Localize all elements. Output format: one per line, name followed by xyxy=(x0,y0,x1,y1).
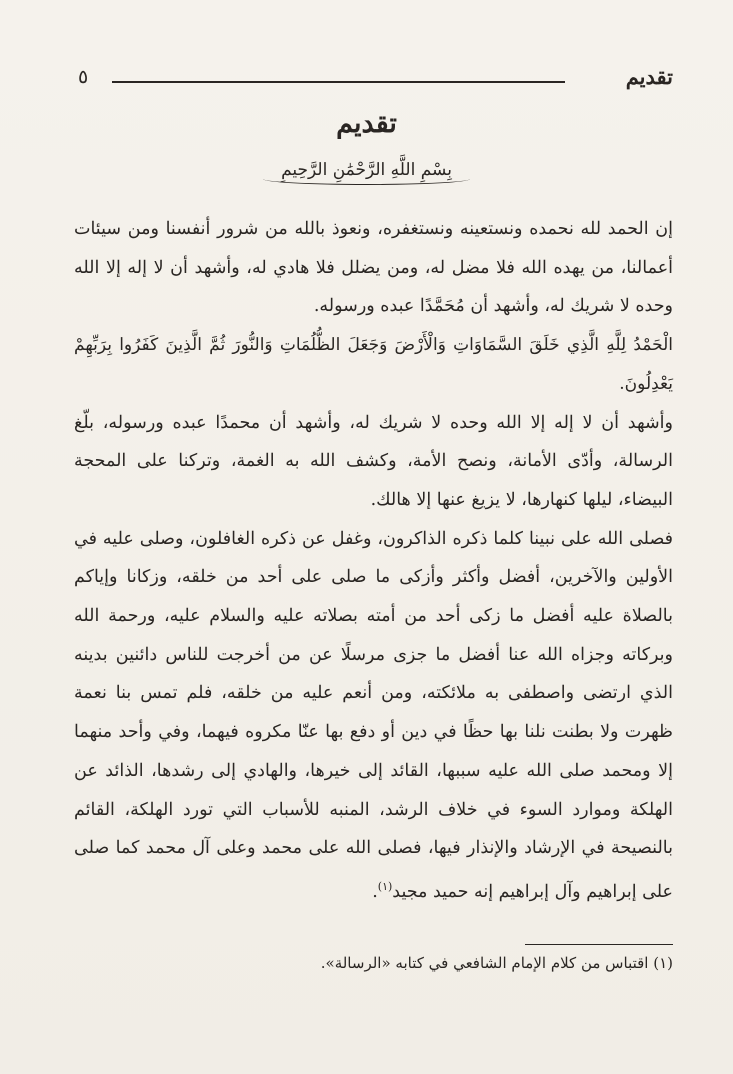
chapter-title: تقديم xyxy=(336,108,397,139)
paragraph-salawat-text: فصلى الله على نبينا كلما ذكره الذاكرون، وغفل عن ذكره الغافلون، وصلى عليه في الأولين والآخرين، أفضل وأكثر وأزكى ما صلى على أحد من خلقه، وزكانا وإياكم بالصلاة عليه أفضل ما زكى أحد من أمته بصلاته عليه والسلام عليه، ورحمة الله وبركاته وجزاه الله عنا أفضل ما جزى مرسلًا عن من أخرجت للناس دائنين بدينه الذي ارتضى واصطفى به ملائكته، ومن أنعم عليه من خلقه، فلم تمس بنا نعمة ظهرت ولا بطنت نلنا بها حظًا في دين أو دفع بها عنّا مكروه فيهما، وفي وأحد منهما إلا ومحمد صلى الله عليه سببها، القائد إلى خيرها، والهادي إلى رشدها، الذائد عن الهلكة وموارد السوء في خلاف الرشد، المنبه للأسباب التي تورد الهلكة، القائم بالنصيحة في الإرشاد والإنذار فيها، فصلى الله على محمد وعلى آل محمد كما صلى على إبراهيم وآل إبراهيم إنه حميد مجيد xyxy=(74,528,673,902)
page-number: ٥ xyxy=(78,66,89,88)
footnote: (١) اقتباس من كلام الإمام الشافعي في كتابه «الرسالة». xyxy=(320,954,673,972)
running-title: تقديم xyxy=(625,64,673,89)
header-rule xyxy=(112,81,565,83)
running-header xyxy=(78,62,673,96)
footnote-marker: (١) xyxy=(377,879,393,893)
footnote-rule xyxy=(525,944,673,945)
paragraph-shahada: وأشهد أن لا إله إلا الله وحده لا شريك له، وأشهد أن محمدًا عبده ورسوله، بلّغ الرسالة، وأدّى الأمانة، ونصح الأمة، وكشف الله به الغمة، وتركنا على المحجة البيضاء، ليلها كنهارها، لا يزيغ عنها إلا هالك. xyxy=(74,412,673,510)
body-text xyxy=(74,210,673,911)
basmala-ornament xyxy=(0,156,733,185)
basmala-text: بِسْمِ اللَّهِ الرَّحْمَٰنِ الرَّحِيمِ xyxy=(263,156,470,185)
paragraph-salawat: فصلى الله على نبينا كلما ذكره الذاكرون، وغفل عن ذكره الغافلون، وصلى عليه في الأولين والآخرين، أفضل وأكثر وأزكى ما صلى على أحد من خلقه، وزكانا وإياكم بالصلاة عليه أفضل ما زكى أحد من أمته بصلاته عليه والسلام عليه، ورحمة الله وبركاته وجزاه الله عنا أفضل ما جزى مرسلًا عن من أخرجت للناس دائنين بدينه الذي ارتضى واصطفى به ملائكته، ومن أنعم عليه من خلقه، فلم تمس بنا نعمة ظهرت ولا بطنت نلنا بها حظًا في دين أو دفع بها عنّا مكروه فيهما، وفي وأحد منهما إلا ومحمد صلى الله عليه سببها، القائد إلى خيرها، والهادي إلى رشدها، الذائد عن الهلكة وموارد السوء في خلاف الرشد، المنبه للأسباب التي تورد الهلكة، القائم بالنصيحة في الإرشاد والإنذار فيها، فصلى الله على محمد وعلى آل محمد كما صلى على إبراهيم وآل إبراهيم إنه حميد مجيد$^{(١)}$. xyxy=(74,528,673,902)
quran-verse: الْحَمْدُ لِلَّهِ الَّذِي خَلَقَ السَّمَاوَاتِ وَالْأَرْضَ وَجَعَلَ الظُّلُمَاتِ وَالنُّورَ ثُمَّ الَّذِينَ كَفَرُوا بِرَبِّهِمْ يَعْدِلُونَ. xyxy=(74,335,673,394)
paragraph-opening: إن الحمد لله نحمده ونستعينه ونستغفره، ونعوذ بالله من شرور أنفسنا ومن سيئات أعمالنا، من يهده الله فلا مضل له، ومن يضلل فلا هادي له، وأشهد أن لا إله إلا الله وحده لا شريك له، وأشهد أن مُحَمَّدًا عبده ورسوله. xyxy=(74,219,673,317)
